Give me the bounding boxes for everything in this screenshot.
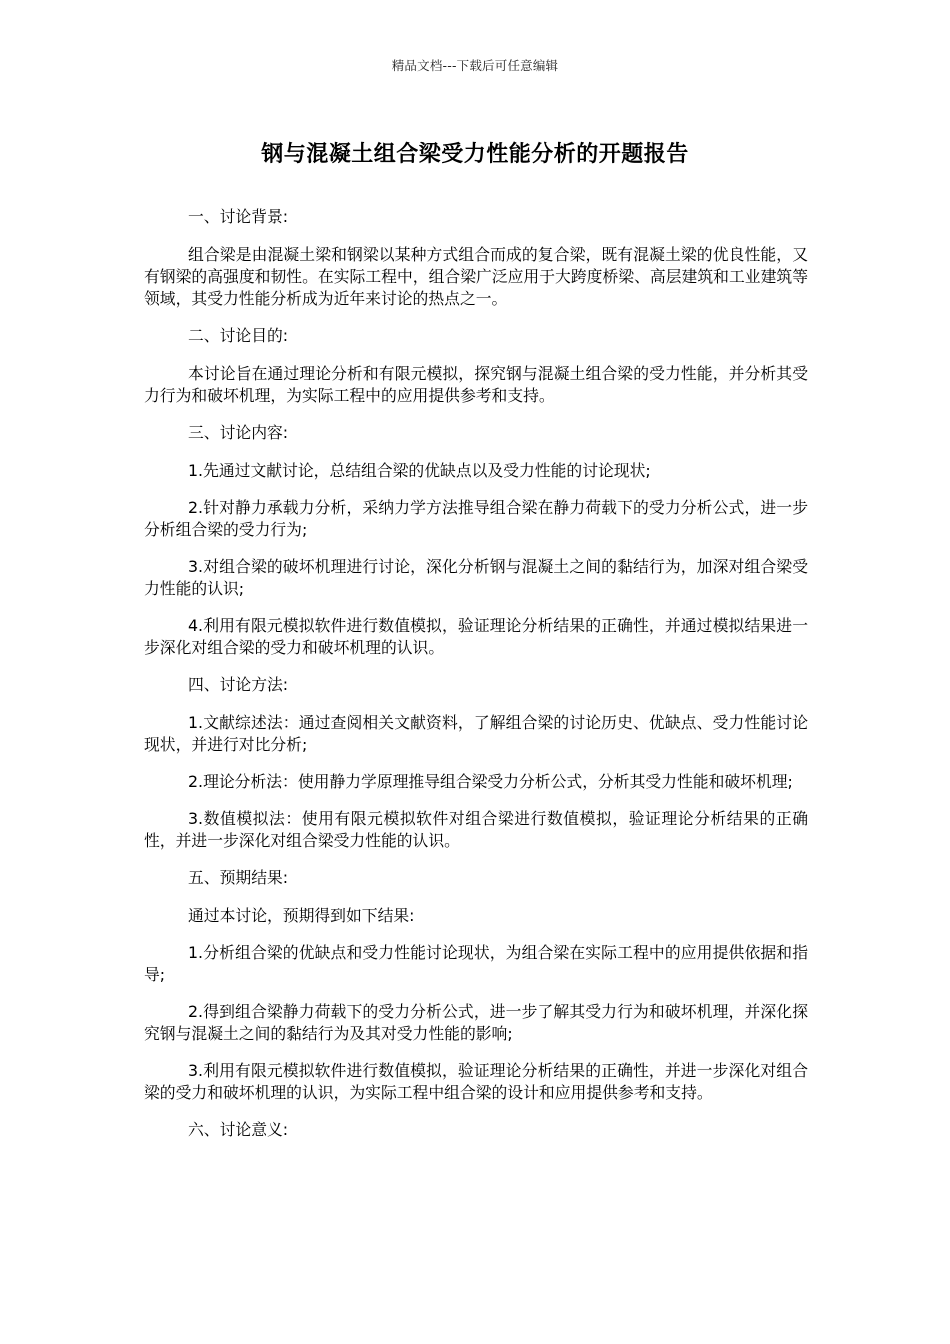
list-item-method-3: 3.数值模拟法：使用有限元模拟软件对组合梁进行数值模拟，验证理论分析结果的正确性，并进一步深化对组合梁受力性能的认识。 [144, 809, 808, 850]
list-item-result-1: 1.分析组合梁的优缺点和受力性能讨论现状，为组合梁在实际工程中的应用提供依据和指导; [144, 943, 808, 984]
list-item-content-1: 1.先通过文献讨论，总结组合梁的优缺点以及受力性能的讨论现状; [188, 461, 651, 480]
list-item-result-3: 3.利用有限元模拟软件进行数值模拟，验证理论分析结果的正确性，并进一步深化对组合梁的受力和破坏机理的认识，为实际工程中组合梁的设计和应用提供参考和支持。 [144, 1061, 808, 1102]
list-item-result-2: 2.得到组合梁静力荷载下的受力分析公式，进一步了解其受力行为和破坏机理，并深化探究钢与混凝土之间的黏结行为及其对受力性能的影响; [144, 1002, 808, 1043]
paragraph-results-intro: 通过本讨论，预期得到如下结果: [188, 906, 415, 925]
document-title: 钢与混凝土组合梁受力性能分析的开题报告 [261, 142, 689, 167]
page-header: 精品文档---下载后可任意编辑 [391, 58, 559, 73]
paragraph-background: 组合梁是由混凝土梁和钢梁以某种方式组合而成的复合梁，既有混凝土梁的优良性能，又有钢梁的高强度和韧性。在实际工程中，组合梁广泛应用于大跨度桥梁、高层建筑和工业建筑等领域，其受力性能分析成为近年来讨论的热点之一。 [144, 245, 808, 308]
section-heading-content: 三、讨论内容: [188, 423, 289, 442]
section-heading-methods: 四、讨论方法: [188, 675, 289, 694]
list-item-content-2: 2.针对静力承载力分析，采纳力学方法推导组合梁在静力荷载下的受力分析公式，进一步分析组合梁的受力行为; [144, 498, 808, 539]
list-item-content-3: 3.对组合梁的破坏机理进行讨论，深化分析钢与混凝土之间的黏结行为，加深对组合梁受力性能的认识; [144, 557, 808, 598]
paragraph-purpose: 本讨论旨在通过理论分析和有限元模拟，探究钢与混凝土组合梁的受力性能，并分析其受力行为和破坏机理，为实际工程中的应用提供参考和支持。 [144, 364, 808, 405]
section-heading-significance: 六、讨论意义: [188, 1120, 289, 1139]
section-heading-background: 一、讨论背景: [188, 207, 289, 226]
list-item-content-4: 4.利用有限元模拟软件进行数值模拟，验证理论分析结果的正确性，并通过模拟结果进一步深化对组合梁的受力和破坏机理的认识。 [144, 616, 808, 657]
section-heading-results: 五、预期结果: [188, 868, 289, 887]
section-heading-purpose: 二、讨论目的: [188, 326, 289, 345]
list-item-method-2: 2.理论分析法：使用静力学原理推导组合梁受力分析公式，分析其受力性能和破坏机理; [188, 772, 793, 791]
document-body [144, 206, 808, 1157]
list-item-method-1: 1.文献综述法：通过查阅相关文献资料，了解组合梁的讨论历史、优缺点、受力性能讨论现状，并进行对比分析; [144, 713, 808, 754]
